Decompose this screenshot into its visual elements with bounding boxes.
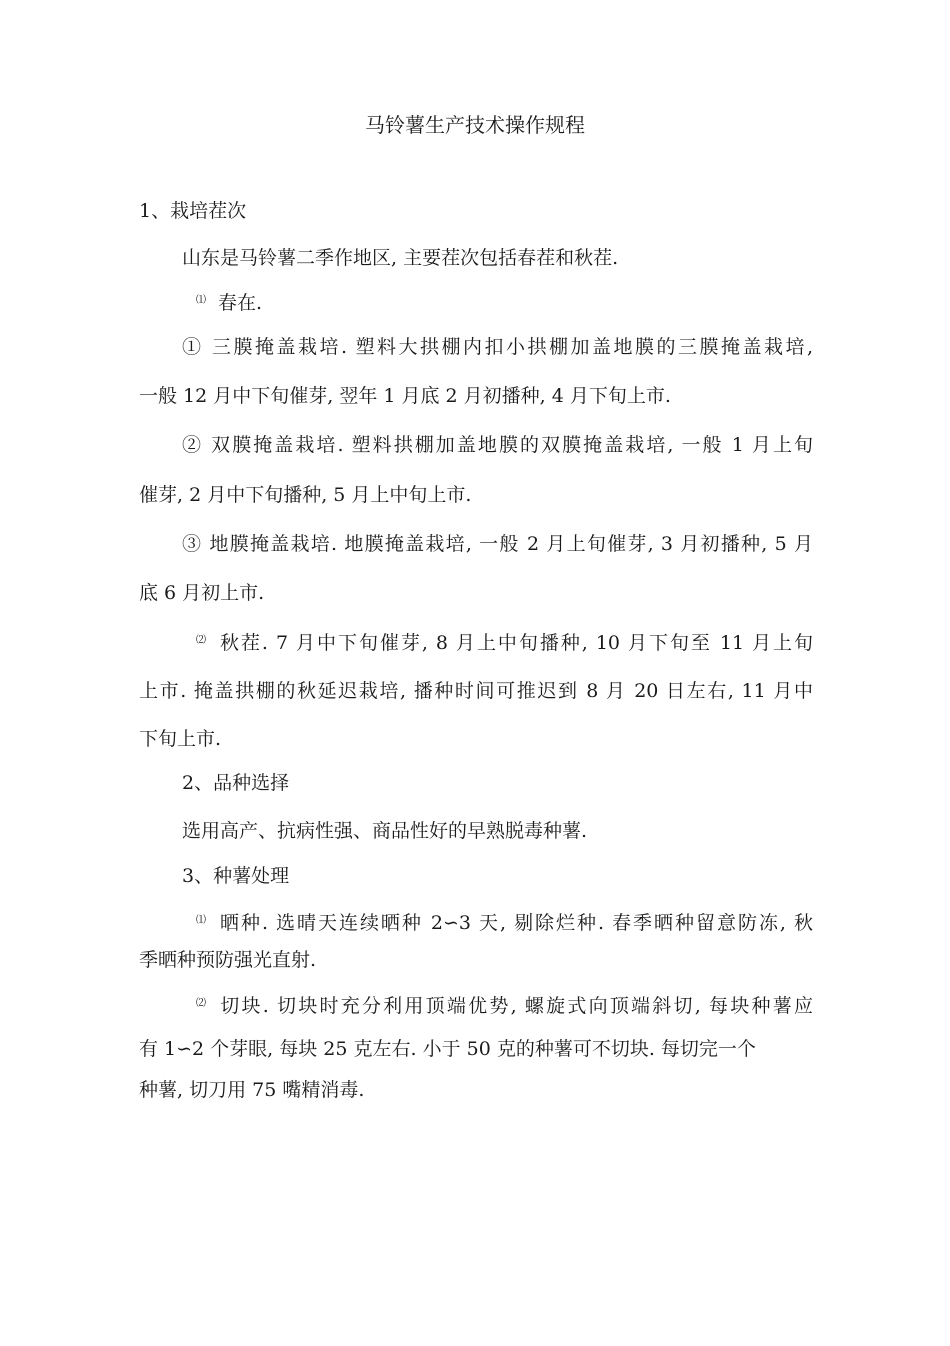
section-2-heading: 2、品种选择 bbox=[182, 772, 290, 794]
section-3-heading: 3、种薯处理 bbox=[182, 865, 290, 887]
spring-crop-label: 春在. bbox=[218, 292, 263, 314]
page-title: 马铃薯生产技术操作规程 bbox=[365, 113, 585, 137]
sunning-line-1 bbox=[196, 910, 813, 934]
method-3-line-1: ③ 地膜掩盖栽培. 地膜掩盖栽培, 一般 2 月上旬催芽, 3 月初播种, 5 月 bbox=[182, 533, 813, 555]
sunning-line-2: 季晒种预防强光直射. bbox=[139, 949, 317, 971]
section-2-text: 选用高产、抗病性强、商品性好的早熟脱毒种薯. bbox=[182, 820, 588, 842]
method-1-line-2: 一般 12 月中下旬催芽, 翌年 1 月底 2 月初播种, 4 月下旬上市. bbox=[139, 385, 671, 407]
cutting-line-1 bbox=[196, 993, 813, 1017]
cutting-line-2: 有 1∽2 个芽眼, 每块 25 克左右. 小于 50 克的种薯可不切块. 每切完一个 bbox=[139, 1038, 756, 1060]
spring-crop-item bbox=[196, 290, 262, 314]
method-2-line-2: 催芽, 2 月中下旬播种, 5 月上中旬上市. bbox=[139, 484, 472, 506]
section-1-heading: 1、栽培茬次 bbox=[139, 200, 247, 222]
cutting-line-3: 种薯, 切刀用 75 嘴精消毒. bbox=[139, 1079, 365, 1101]
item-marker: ⑵ bbox=[196, 635, 208, 646]
item-marker: ⑴ bbox=[196, 915, 208, 926]
autumn-crop-line-2: 上市. 掩盖拱棚的秋延迟栽培, 播种时间可推迟到 8 月 20 日左右, 11 月中 bbox=[139, 680, 813, 702]
item-marker: ⑵ bbox=[196, 998, 209, 1009]
item-marker: ⑴ bbox=[196, 295, 206, 306]
autumn-crop-line-3: 下旬上市. bbox=[139, 728, 222, 750]
section-1-intro: 山东是马铃薯二季作地区, 主要茬次包括春茬和秋茬. bbox=[182, 247, 619, 269]
cutting-text: 切块. 切块时充分利用顶端优势, 螺旋式向顶端斜切, 每块种薯应 bbox=[220, 995, 813, 1017]
method-3-line-2: 底 6 月初上市. bbox=[139, 582, 265, 604]
method-2-line-1: ② 双膜掩盖栽培. 塑料拱棚加盖地膜的双膜掩盖栽培, 一般 1 月上旬 bbox=[182, 434, 813, 456]
autumn-crop-line-1 bbox=[196, 630, 813, 654]
method-1-line-1: ① 三膜掩盖栽培. 塑料大拱棚内扣小拱棚加盖地膜的三膜掩盖栽培, bbox=[182, 336, 813, 358]
sunning-text: 晒种. 选晴天连续晒种 2∽3 天, 剔除烂种. 春季晒种留意防冻, 秋 bbox=[219, 912, 813, 934]
autumn-crop-text: 秋茬. 7 月中下旬催芽, 8 月上中旬播种, 10 月下旬至 11 月上旬 bbox=[219, 632, 813, 654]
